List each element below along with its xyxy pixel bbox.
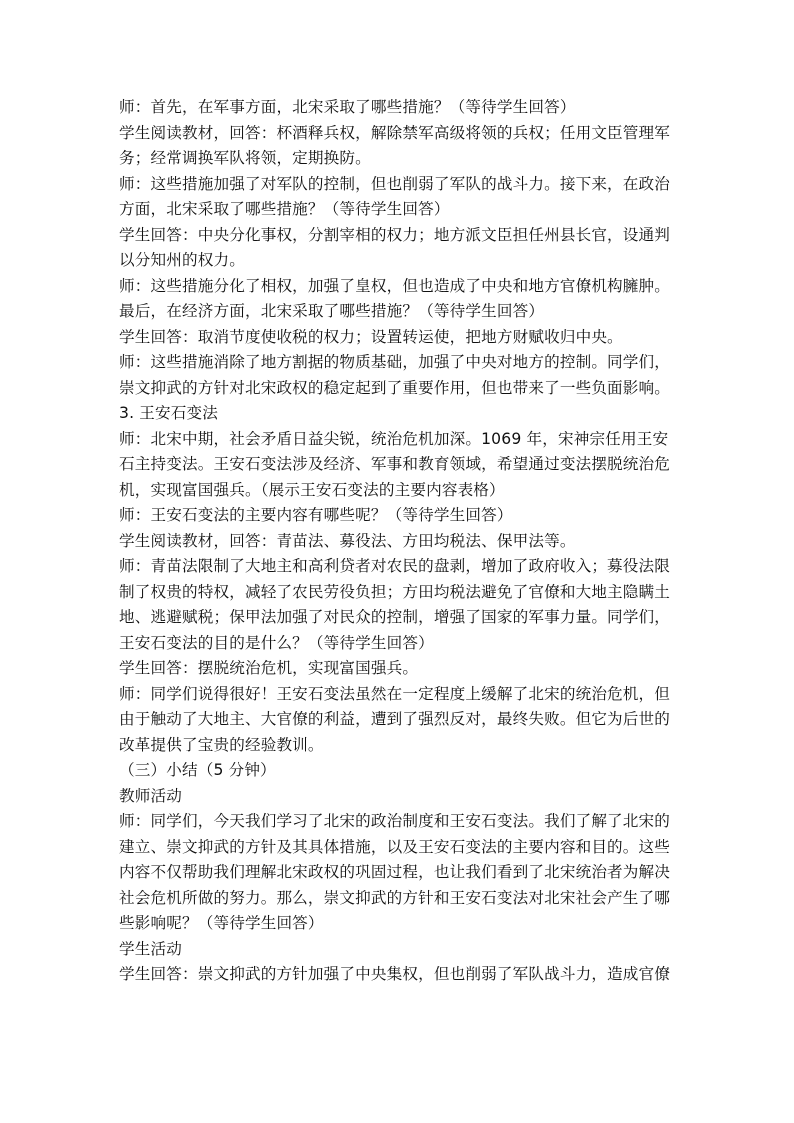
- text-line: 改革提供了宝贵的经验教训。: [119, 735, 324, 754]
- text-line: 师：青苗法限制了大地主和高利贷者对农民的盘剥，增加了政府收入；募役法限: [119, 557, 671, 575]
- text-line: 内容不仅帮助我们理解北宋政权的巩固过程，也让我们看到了北宋统治者为解决: [119, 863, 671, 881]
- text-line: 师：同学们，今天我们学习了北宋的政治制度和王安石变法。我们了解了北宋的: [119, 812, 671, 830]
- text-line: 学生回答：摆脱统治危机，实现富国强兵。: [119, 659, 419, 677]
- section-heading: 3. 王安石变法: [119, 404, 219, 422]
- text-line: 学生回答：取消节度使收税的权力；设置转运使，把地方财赋收归中央。: [119, 327, 623, 346]
- text-line: 社会危机所做的努力。那么，崇文抑武的方针和王安石变法对北宋社会产生了哪: [119, 888, 671, 907]
- text-line: 石主持变法。王安石变法涉及经济、军事和教育领域，希望通过变法摆脱统治危: [119, 455, 671, 473]
- subsection-label: 教师活动: [119, 786, 182, 805]
- text-line: 学生阅读教材，回答：青苗法、募役法、方田均税法、保甲法等。: [119, 531, 576, 550]
- text-line: 学生阅读教材，回答：杯酒释兵权，解除禁军高级将领的兵权；任用文臣管理军: [119, 123, 671, 142]
- text-line: 以分知州的权力。: [119, 251, 245, 269]
- text-line: 师：这些措施分化了相权，加强了皇权，但也造成了中央和地方官僚机构臃肿。: [119, 276, 671, 295]
- text-line: 师：首先，在军事方面，北宋采取了哪些措施？（等待学生回答）: [119, 98, 576, 116]
- text-line: 由于触动了大地主、大官僚的利益，遭到了强烈反对，最终失败。但它为后世的: [119, 710, 671, 728]
- section-heading: （三）小结（5 分钟）: [119, 761, 276, 779]
- subsection-label: 学生活动: [119, 939, 182, 958]
- text-line: 制了权贵的特权，减轻了农民劳役负担；方田均税法避免了官僚和大地主隐瞒土: [119, 582, 671, 601]
- text-line: 学生回答：中央分化事权，分割宰相的权力；地方派文臣担任州县长官，设通判: [119, 225, 671, 244]
- text-line: 机，实现富国强兵。（展示王安石变法的主要内容表格）: [119, 480, 505, 499]
- text-line: 方面，北宋采取了哪些措施？（等待学生回答）: [119, 200, 450, 218]
- text-line: 最后，在经济方面，北宋采取了哪些措施？（等待学生回答）: [119, 302, 545, 320]
- text-line: 师：同学们说得很好！王安石变法虽然在一定程度上缓解了北宋的统治危机，但: [119, 684, 671, 703]
- text-line: 地、逃避赋税；保甲法加强了对民众的控制，增强了国家的军事力量。同学们，: [119, 608, 671, 626]
- text-line: 师：这些措施消除了地方割据的物质基础，加强了中央对地方的控制。同学们，: [119, 353, 671, 371]
- text-line: 师：这些措施加强了对军队的控制，但也削弱了军队的战斗力。接下来，在政治: [119, 174, 671, 193]
- text-line: 建立、崇文抑武的方针及其具体措施，以及王安石变法的主要内容和目的。这些: [119, 837, 671, 856]
- text-line: 师：北宋中期，社会矛盾日益尖锐，统治危机加深。1069 年，宋神宗任用王安: [119, 429, 669, 448]
- text-line: 务；经常调换军队将领，定期换防。: [119, 149, 371, 167]
- text-line: 学生回答：崇文抑武的方针加强了中央集权，但也削弱了军队战斗力，造成官僚: [119, 965, 671, 983]
- text-line: 些影响呢？（等待学生回答）: [119, 914, 324, 932]
- text-line: 崇文抑武的方针对北宋政权的稳定起到了重要作用，但也带来了一些负面影响。: [119, 378, 671, 397]
- document-body: [119, 95, 677, 988]
- text-line: 王安石变法的目的是什么？（等待学生回答）: [119, 633, 434, 652]
- text-line: 师：王安石变法的主要内容有哪些呢？（等待学生回答）: [119, 506, 513, 524]
